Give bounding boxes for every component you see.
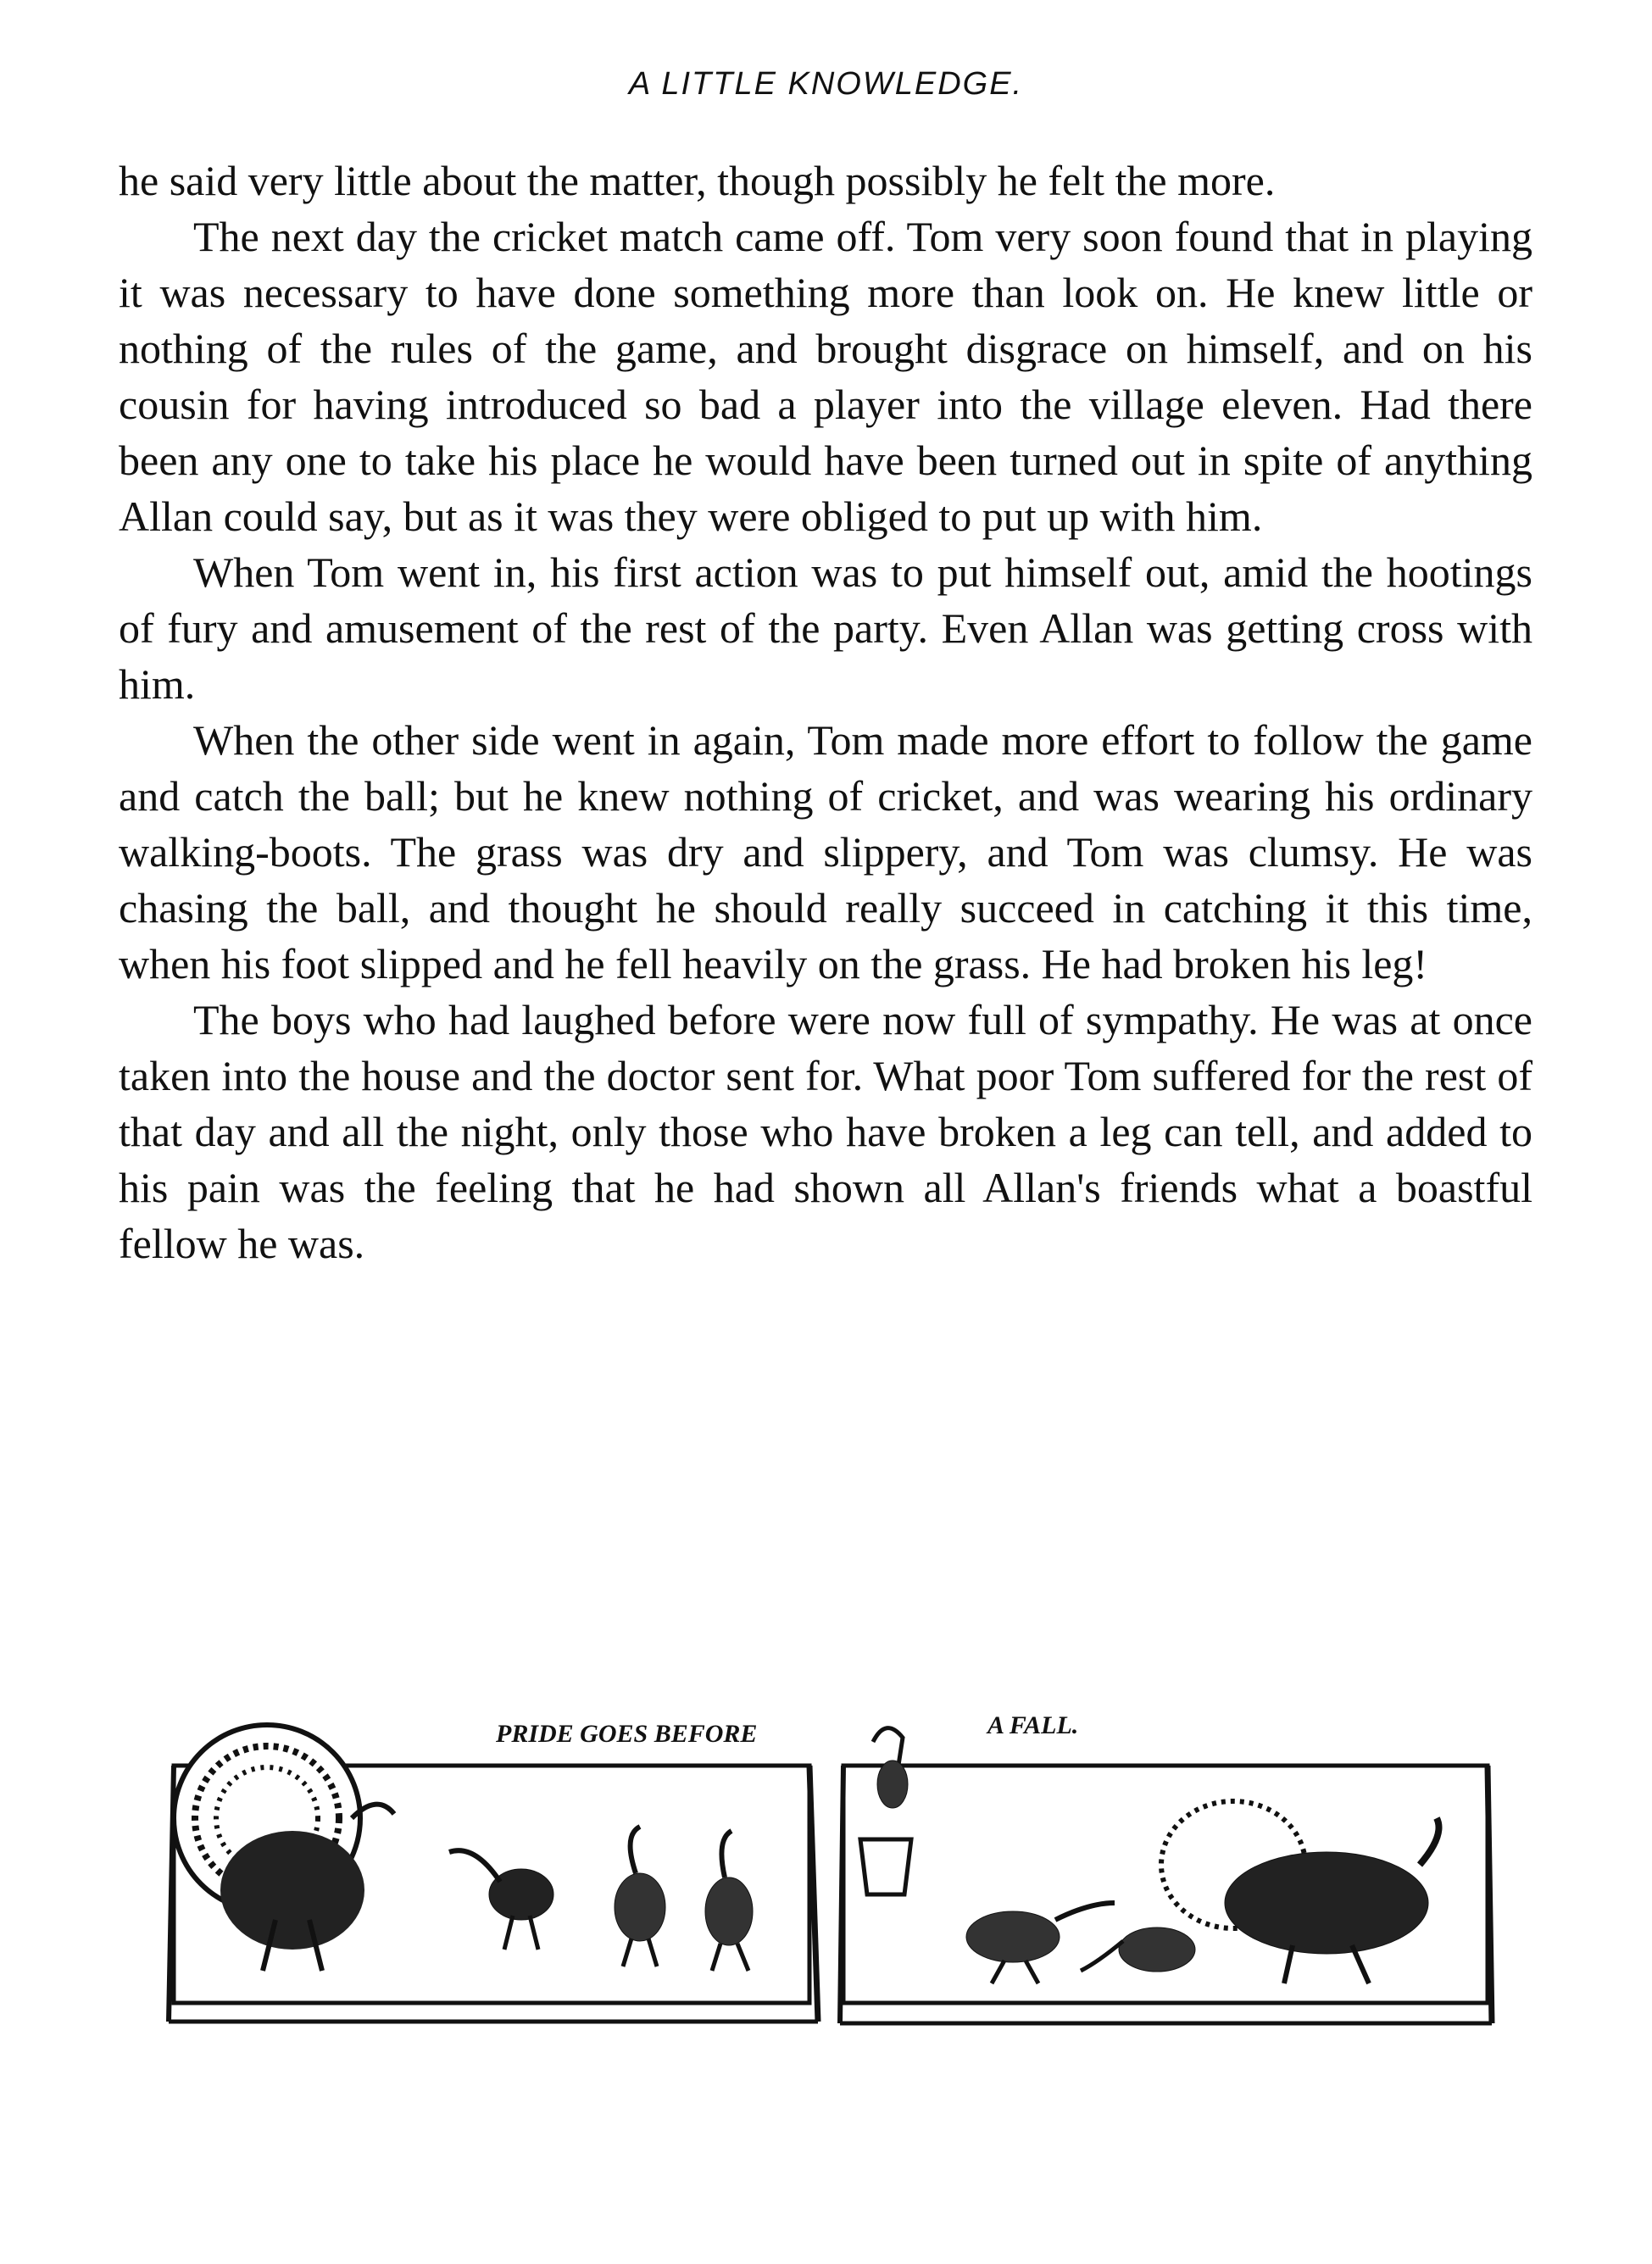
- left-caption: PRIDE GOES BEFORE: [496, 1720, 758, 1748]
- bird-icon: [966, 1903, 1115, 1983]
- bird-icon: [615, 1827, 665, 1966]
- fallen-turkey-icon: [1161, 1801, 1439, 1983]
- bird-icon: [705, 1831, 753, 1971]
- woodcut-vignette: [165, 1691, 1500, 2030]
- right-caption: A FALL.: [987, 1711, 1079, 1739]
- bird-icon: [449, 1850, 553, 1950]
- paragraph: The next day the cricket match came off. Tom very soon found that in playing it was necessary to have done something more than look on. He knew little or nothing of the rules of the game, and brought disgrace on himself, and on his cousin for having introduced so bad a player into the village eleven. Had there been any one to take his place he would have been turned out in spite of anything Allan could say, but as it was they were obliged to put up with him.: [119, 213, 1532, 540]
- body-text: [119, 153, 1532, 1271]
- tailpiece-illustration: [165, 1691, 1500, 2030]
- turkey-icon: [174, 1725, 394, 1971]
- paragraph: When Tom went in, his first action was to put himself out, amid the hootings of fury and amusement of the rest of the party. Even Allan was getting cross with him.: [119, 548, 1532, 708]
- paragraph: When the other side went in again, Tom made more effort to follow the game and catch the ball; but he knew nothing of cricket, and was wearing his ordinary walking-boots. The grass was dry and slippery, and Tom was clumsy. He was chasing the ball, and thought he should really succeed in catching it this time, when his foot slipped and he fell heavily on the grass. He had broken his leg!: [119, 716, 1532, 987]
- bird-icon: [1081, 1927, 1195, 1972]
- bird-on-bucket-icon: [860, 1728, 911, 1894]
- paragraph: he said very little about the matter, though possibly he felt the more.: [119, 157, 1276, 204]
- running-head: A LITTLE KNOWLEDGE.: [628, 66, 1024, 102]
- paragraph: The boys who had laughed before were now full of sympathy. He was at once taken into the house and the doctor sent for. What poor Tom suffered for the rest of that day and all the night, only those who have broken a leg can tell, and added to his pain was the feeling that he had shown all Allan's friends what a boastful fellow he was.: [119, 996, 1532, 1267]
